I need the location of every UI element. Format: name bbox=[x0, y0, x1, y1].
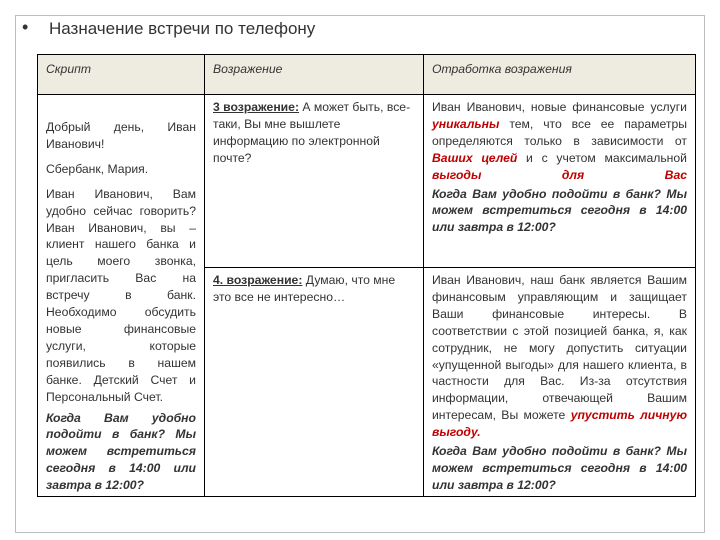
script-question: Когда Вам удобно подойти в банк? Мы можем встретиться сегодня в 14:00 или завтра в 12:00? bbox=[46, 410, 196, 493]
script-body: Иван Иванович, Вам удобно сейчас говорить? Иван Иванович, вы – клиент нашего банка и цель моего звонка, пригласить Вас на встречу в банк. Необходимо обсудить новые финансовые услуги, которые появились в нашем банке. Детский Счет и Персональный Счет. bbox=[46, 186, 196, 404]
keyword-benefit: выгоды для Вас bbox=[432, 167, 687, 182]
script-cell bbox=[38, 95, 205, 497]
script-table bbox=[37, 54, 696, 497]
table-row bbox=[38, 95, 696, 268]
column-header-handling: Отработка возражения bbox=[424, 55, 696, 95]
bullet: • bbox=[22, 17, 29, 37]
objection-label-4: 4. возражение: bbox=[213, 273, 303, 287]
column-header-objection: Возражение bbox=[205, 55, 424, 95]
objection-text-4: Думаю, что мне это все не интересно… bbox=[213, 273, 396, 304]
handling-cell-3 bbox=[424, 95, 696, 268]
keyword-personal-benefit: упустить личную выгоду. bbox=[432, 408, 687, 440]
objection-text-3: А может быть, все-таки, Вы мне вышлете информацию по электронной почте? bbox=[213, 100, 411, 165]
objection-label-3: 3 возражение: bbox=[213, 100, 300, 114]
column-header-script: Скрипт bbox=[38, 55, 205, 95]
table-header-row bbox=[38, 55, 696, 95]
objection-cell-3 bbox=[205, 95, 424, 268]
objection-cell-4 bbox=[205, 268, 424, 497]
script-greeting: Добрый день, Иван Иванович! bbox=[46, 120, 196, 151]
handling-text-3: Иван Иванович, новые финансовые услуги уникальны тем, что все ее параметры определяются только в зависимости от Ваших целей и с учетом максимальной выгоды для Вас bbox=[432, 100, 687, 182]
handling-cell-4 bbox=[424, 268, 696, 497]
slide-title: Назначение встречи по телефону bbox=[49, 19, 316, 38]
keyword-your-goals: Ваших целей bbox=[432, 150, 518, 165]
script-bank: Сбербанк, Мария. bbox=[46, 161, 149, 176]
handling-question-3: Когда Вам удобно подойти в банк? Мы можем встретиться сегодня в 14:00 или завтра в 12:00? bbox=[432, 186, 687, 235]
keyword-unique: уникальны bbox=[432, 116, 500, 131]
handling-question-4: Когда Вам удобно подойти в банк? Мы можем встретиться сегодня в 14:00 или завтра в 12:00? bbox=[432, 444, 687, 492]
handling-text-4: Иван Иванович, наш банк является Вашим финансовым управляющим и защищает Ваши финансовые интересы. В соответствии с этой позицией банка, я, как сотрудник, не могу допустить ситуации «упущенной выгоды» для нашего клиента, в частности для Вас. Из-за отсутствия информации, отвечающей Вашим интересам, Вы можете упустить личную выгоду. bbox=[432, 273, 687, 440]
